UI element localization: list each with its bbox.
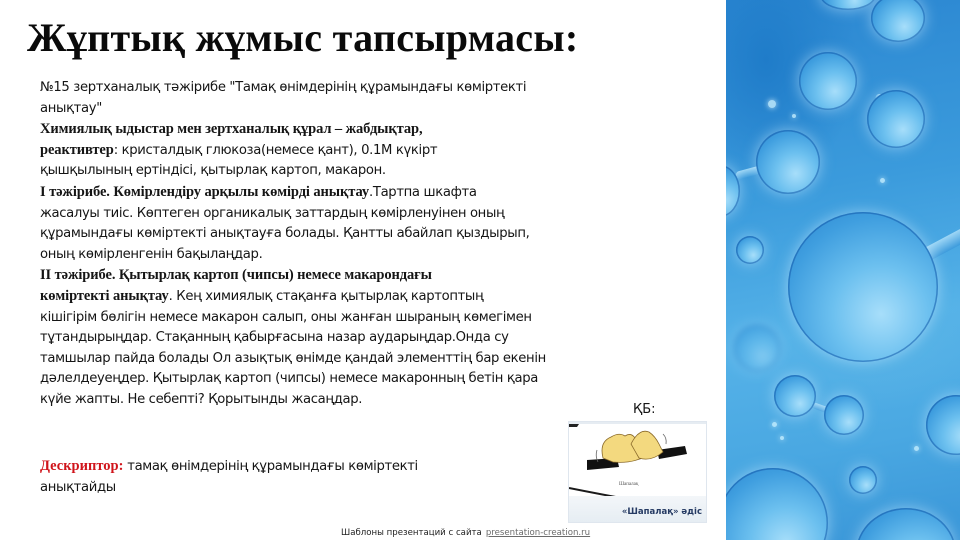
molecule-bubble-icon bbox=[856, 508, 956, 540]
reagents-line bbox=[40, 140, 630, 162]
descriptor bbox=[40, 456, 510, 498]
clapping-small-label: Шапалақ bbox=[619, 482, 639, 487]
molecule-bubble-icon bbox=[849, 466, 877, 494]
molecule-bubble-icon bbox=[736, 236, 764, 264]
footer-text: Шаблоны презентаций с сайта bbox=[341, 528, 482, 538]
experiment-2-line-3: кішігірім бөлігін немесе макарон салып, оны жанған шыраның көмегімен bbox=[40, 309, 532, 325]
sparkle-dot-icon bbox=[768, 100, 776, 108]
sparkle-dot-icon bbox=[880, 178, 885, 183]
task-body bbox=[40, 78, 630, 411]
experiment-1-line-3: құрамындағы көміртекті анықтауға болады. Қантты абайлап қыздырып, bbox=[40, 226, 530, 242]
sparkle-dot-icon bbox=[780, 436, 784, 440]
molecule-bubble-icon bbox=[734, 325, 780, 371]
molecule-decoration-panel bbox=[726, 0, 960, 540]
sparkle-dot-icon bbox=[914, 446, 919, 451]
lab-title-line: №15 зертханалық тәжірибе "Тамақ өнімдерінің құрамындағы көміртекті bbox=[40, 80, 527, 95]
experiment-2-heading: II тәжірибе. Қытырлақ картоп (чипсы) немесе макарондағы bbox=[40, 267, 432, 284]
experiment-1-text: .Тартпа шкафта bbox=[369, 184, 477, 200]
descriptor-text-2: анықтайды bbox=[40, 480, 116, 495]
slide-title: Жұптық жұмыс тапсырмасы: bbox=[27, 15, 579, 60]
experiment-1-heading: I тәжірибе. Көмірлендіру арқылы көмірді анықтау bbox=[40, 183, 370, 200]
experiment-2-line-2 bbox=[40, 286, 630, 308]
experiment-2-line-6: дәлелдеуеңдер. Қытырлақ картоп (чипсы) немесе макаронның бетін қара bbox=[40, 371, 538, 387]
reagents-line-2: қышқылының ертіндісі, қытырлақ картоп, макарон. bbox=[40, 163, 386, 179]
reagents-list: : кристалдық глюкоза(немесе қант), 0.1М күкірт bbox=[113, 142, 438, 158]
experiment-1-line bbox=[40, 182, 630, 204]
experiment-2-line-7: күйе жапты. Не себепті? Қорытынды жасаңдар. bbox=[40, 391, 363, 407]
clapping-hands-icon bbox=[569, 422, 707, 502]
feedback-label: ҚБ: bbox=[633, 402, 656, 417]
molecule-bubble-icon bbox=[871, 0, 925, 42]
molecule-bubble-icon bbox=[799, 52, 857, 110]
equipment-heading: Химиялық ыдыстар мен зертханалық құрал – жабдықтар, bbox=[40, 121, 423, 138]
descriptor-label: Дескриптор: bbox=[40, 458, 124, 474]
footer-link[interactable]: presentation-creation.ru bbox=[485, 528, 591, 538]
molecule-bubble-icon bbox=[824, 395, 864, 435]
molecule-bubble-icon bbox=[756, 130, 820, 194]
method-caption: «Шапалақ» әдіс bbox=[621, 507, 702, 517]
sparkle-dot-icon bbox=[792, 114, 796, 118]
molecule-bubble-icon bbox=[926, 395, 960, 455]
experiment-2-line-4: тұтандырыңдар. Стақанның қабырғасына назар аударыңдар.Онда су bbox=[40, 330, 509, 346]
clapping-method-image bbox=[568, 421, 707, 523]
experiment-2-text: . Кең химиялық стақанға қытырлақ картоптың bbox=[168, 288, 484, 304]
molecule-bubble-icon bbox=[726, 468, 828, 540]
lab-title-line-2: анықтау" bbox=[40, 100, 102, 116]
reagents-heading: реактивтер bbox=[40, 141, 114, 158]
molecule-bubble-icon bbox=[867, 90, 925, 148]
experiment-2-heading-2: көміртекті анықтау bbox=[40, 287, 169, 304]
descriptor-text: тамақ өнімдерінің құрамындағы көміртекті bbox=[123, 459, 418, 474]
footer bbox=[341, 528, 590, 538]
experiment-1-line-2: жасалуы тиіс. Көптеген органикалық заттардың көмірленуінен оның bbox=[40, 205, 505, 221]
sparkle-dot-icon bbox=[772, 422, 777, 427]
molecule-bubble-icon bbox=[774, 375, 816, 417]
molecule-bubble-icon bbox=[820, 0, 876, 10]
experiment-2-line-5: тамшылар пайда болады Ол азықтық өнімде қандай элементтің бар екенін bbox=[40, 350, 546, 366]
experiment-1-line-4: оның көмірленгенін бақылаңдар. bbox=[40, 246, 263, 262]
molecule-bubble-icon bbox=[788, 212, 938, 362]
